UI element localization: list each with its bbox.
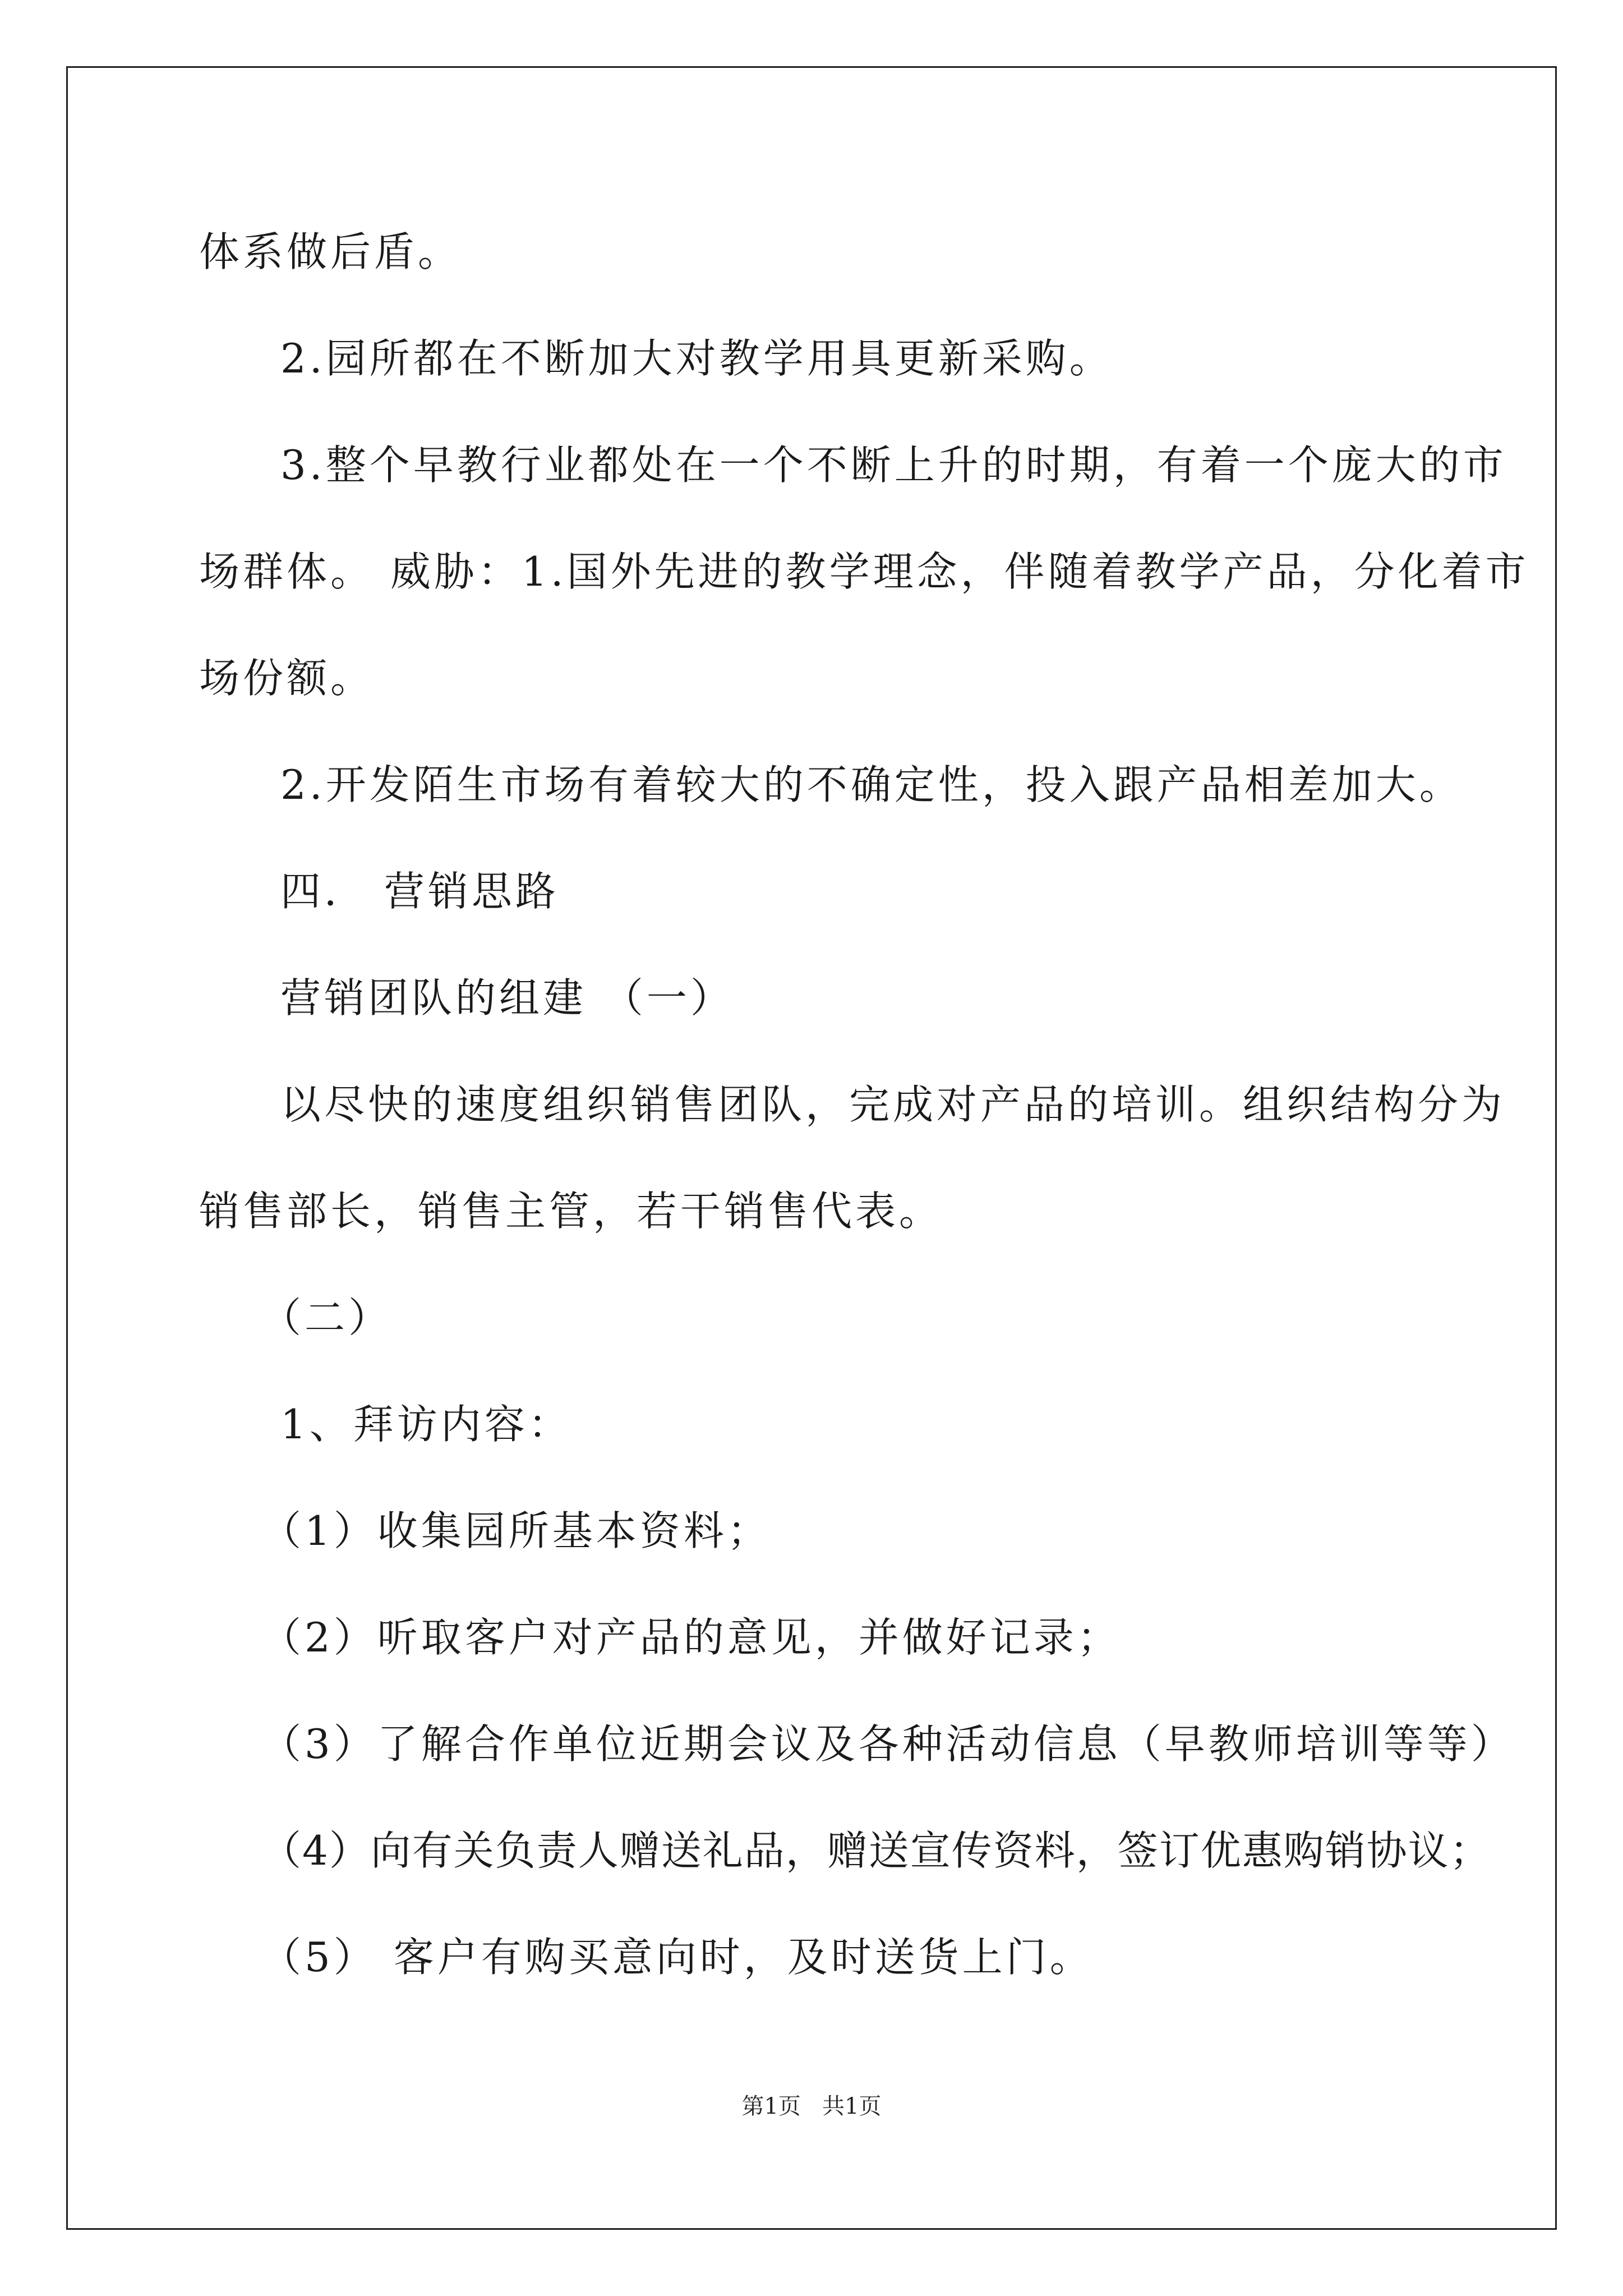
page-border <box>66 66 1557 2230</box>
list-item: （2）听取客户对产品的意见，并做好记录； <box>261 1614 1121 1661</box>
page-footer: 第1页 共1页 <box>741 2093 882 2119</box>
body-line-6: 2.开发陌生市场有着较大的不确定性，投入跟产品相差加大。 <box>280 761 1463 808</box>
body-line-1: 体系做后盾。 <box>199 228 462 275</box>
body-line-3: 3.整个早教行业都处在一个不断上升的时期，有着一个庞大的市 <box>280 441 1507 489</box>
list-heading: 1、拜访内容： <box>280 1401 572 1448</box>
list-item: （1）收集园所基本资料； <box>261 1507 771 1554</box>
body-line-5: 场份额。 <box>199 655 375 702</box>
body-line-2: 2.园所都在不断加大对教学用具更新采购。 <box>280 335 1113 382</box>
subsection-heading: 营销团队的组建 （一） <box>280 974 734 1022</box>
list-item: （5） 客户有购买意向时，及时送货上门。 <box>261 1934 1094 1981</box>
body-line-9: 以尽快的速度组织销售团队，完成对产品的培训。组织结构分为 <box>280 1081 1506 1128</box>
subsection-number: （二） <box>261 1294 393 1341</box>
body-line-10: 销售部长，销售主管，若干销售代表。 <box>199 1188 943 1235</box>
list-item: （4）向有关负责人赠送礼品，赠送宣传资料，签订优惠购销协议； <box>261 1827 1491 1874</box>
body-line-4: 场群体。 威胁：1.国外先进的教学理念，伴随着教学产品，分化着市 <box>199 548 1529 595</box>
section-heading: 四． 营销思路 <box>280 868 559 915</box>
list-item: （3）了解合作单位近期会议及各种活动信息（早教师培训等等） <box>261 1720 1515 1768</box>
